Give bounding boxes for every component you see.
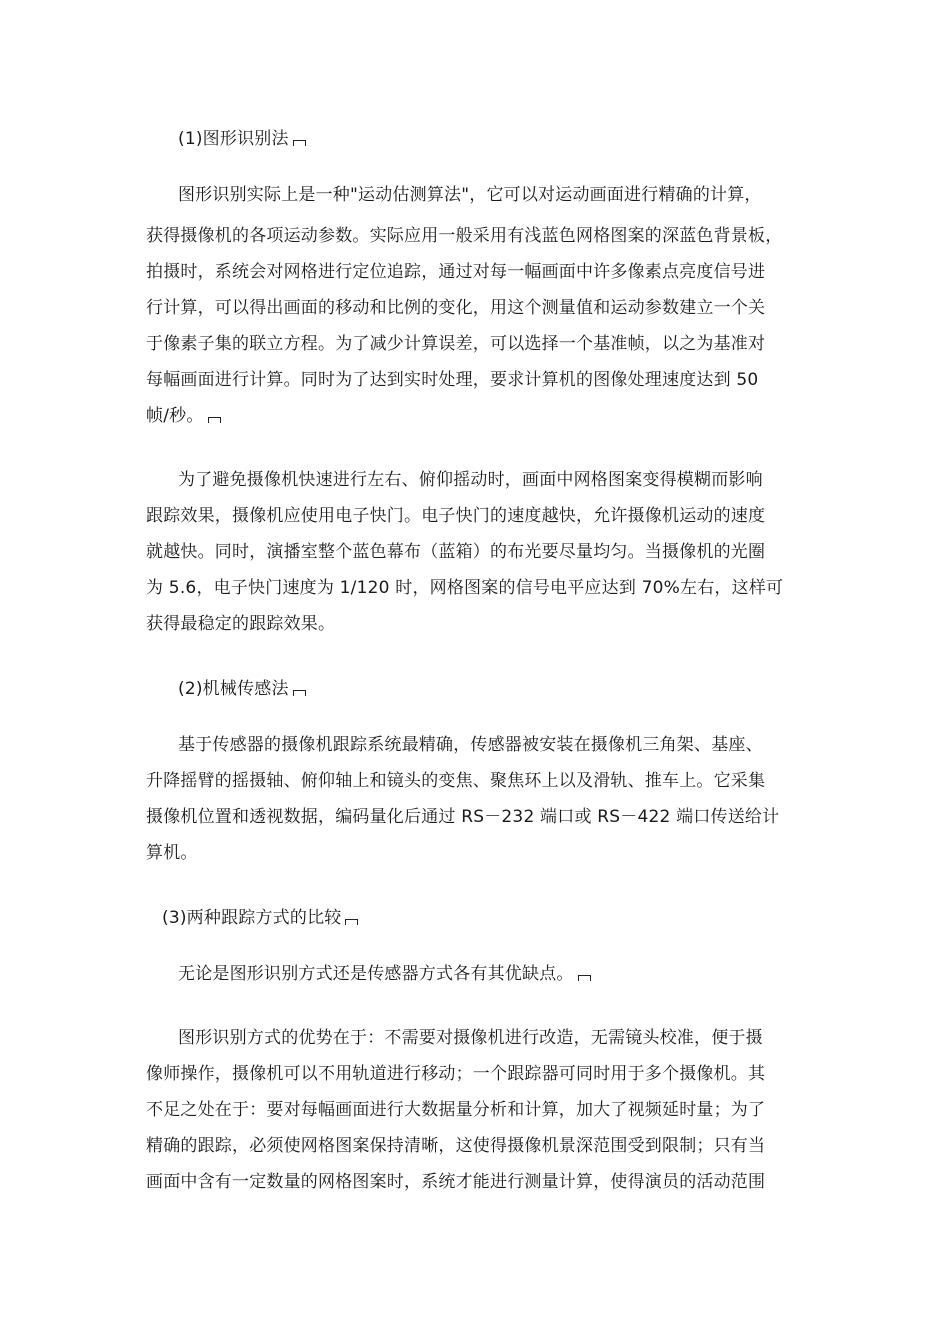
paragraph-line: 无论是图形识别方式还是传感器方式各有其优缺点。 — [178, 961, 591, 987]
paragraph-line: 画面中含有一定数量的网格图案时，系统才能进行测量计算，使得演员的活动范围 — [146, 1172, 766, 1192]
paragraph-line: 摄像机位置和透视数据，编码量化后通过 RS－232 端口或 RS－422 端口传送给计 — [146, 807, 780, 827]
paragraph-mark-icon — [293, 140, 306, 146]
paragraph-mark-icon — [208, 417, 221, 423]
paragraph-line: 图形识别方式的优势在于：不需要对摄像机进行改造，无需镜头校准，便于摄 — [178, 1028, 763, 1048]
paragraph-line: 像师操作，摄像机可以不用轨道进行移动；一个跟踪器可同时用于多个摄像机。其 — [146, 1064, 766, 1084]
paragraph-line: 每幅画面进行计算。同时为了达到实时处理，要求计算机的图像处理速度达到 50 — [146, 370, 759, 390]
paragraph-line: 为了避免摄像机快速进行左右、俯仰摇动时，画面中网格图案变得模糊而影响 — [178, 470, 763, 490]
paragraph-line: 升降摇臂的摇摄轴、俯仰轴上和镜头的变焦、聚焦环上以及滑轨、推车上。它采集 — [146, 771, 766, 791]
paragraph-line: 拍摄时，系统会对网格进行定位追踪，通过对每一幅画面中许多像素点亮度信号进 — [146, 262, 766, 282]
section-heading-3: (3)两种跟踪方式的比较 — [162, 905, 358, 931]
paragraph-line: 获得摄像机的各项运动参数。实际应用一般采用有浅蓝色网格图案的深蓝色背景板， — [146, 226, 783, 246]
paragraph-line: 算机。 — [146, 843, 198, 863]
paragraph-line: 基于传感器的摄像机跟踪系统最精确，传感器被安装在摄像机三角架、基座、 — [178, 735, 763, 755]
paragraph-line: 帧/秒。 — [146, 403, 221, 429]
paragraph-line: 获得最稳定的跟踪效果。 — [146, 614, 336, 634]
section-heading-1: (1)图形识别法 — [178, 126, 306, 152]
paragraph-line: 就越快。同时，演播室整个蓝色幕布（蓝箱）的布光要尽量均匀。当摄像机的光圈 — [146, 542, 766, 562]
paragraph-line: 不足之处在于：要对每幅画面进行大数据量分析和计算，加大了视频延时量；为了 — [146, 1100, 766, 1120]
paragraph-mark-icon — [345, 919, 358, 925]
paragraph-line: 于像素子集的联立方程。为了减少计算误差，可以选择一个基准帧，以之为基准对 — [146, 334, 766, 354]
paragraph-mark-icon — [293, 690, 306, 696]
paragraph-line: 精确的跟踪，必须使网格图案保持清晰，这使得摄像机景深范围受到限制；只有当 — [146, 1136, 766, 1156]
paragraph-mark-icon — [578, 975, 591, 981]
section-heading-2: (2)机械传感法 — [178, 676, 306, 702]
paragraph-line: 行计算，可以得出画面的移动和比例的变化，用这个测量值和运动参数建立一个关 — [146, 298, 766, 318]
paragraph-line: 图形识别实际上是一种"运动估测算法"，它可以对运动画面进行精确的计算， — [178, 185, 762, 205]
paragraph-line: 跟踪效果，摄像机应使用电子快门。电子快门的速度越快，允许摄像机运动的速度 — [146, 506, 766, 526]
paragraph-line: 为 5.6，电子快门速度为 1/120 时，网格图案的信号电平应达到 70%左右，这样可 — [146, 578, 784, 598]
